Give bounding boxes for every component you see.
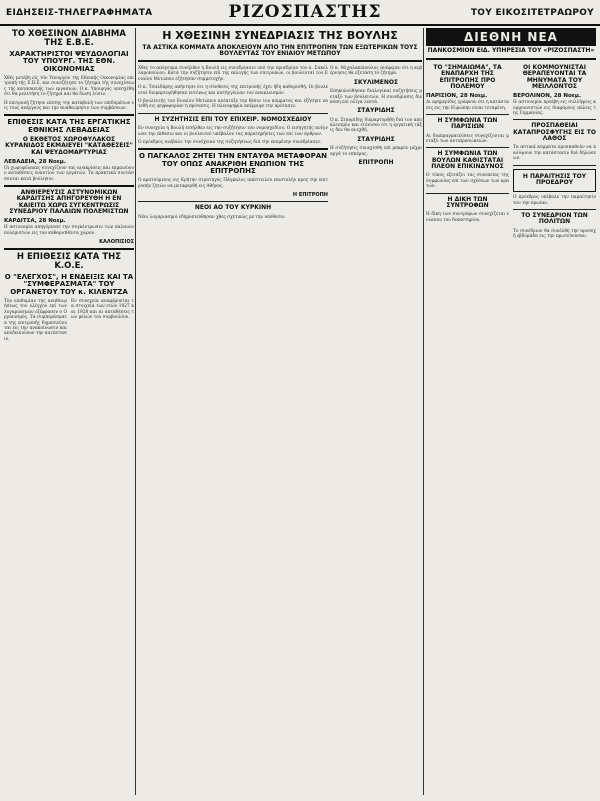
- article-text: Ο πρόεδρος ανέβαλε την συνέχειαν της συζητήσεως διά την επομένην συνεδρίασιν.: [138, 139, 322, 145]
- speaker-heading: ΣΚΥΛΙΜΕΝΟΣ: [353, 78, 399, 86]
- article-text: Ο κ. Τσαλδάρης απήντησε ότι η σύνθεσις της επιτροπής έχει ήδη καθορισθή. Οι βουλευταί διεμαρτυρήθησαν εντόνως και κατήγγειλαν τον αποκλεισμόν.: [138, 85, 328, 96]
- article-text: Ο πρόεδρος υπέβαλε την παραίτησίν του την πρωίαν.: [513, 195, 596, 206]
- subcolumn: [4, 299, 67, 345]
- subheadline: Ο ΕΚΘΕΤΟΣ ΧΩΡΟΦΥΛΑΚΟΣ ΚΥΡΑΝΙΔΟΣ ΕΚΜΑΙΕΥΕΙ "ΚΑΤΑΘΕΣΕΙΣ" ΚΑΙ ΨΕΥΔΟΜΑΡΤΥΡΙΑΣ: [5, 136, 133, 156]
- headline: Η ΕΠΙΘΕΣΙΣ ΚΑΤΑ ΤΗΣ Κ.Ο.Ε.: [16, 252, 122, 272]
- speaker-heading: ΣΤΑΥΡΙΔΗΣ: [357, 107, 395, 115]
- divider: [513, 165, 596, 166]
- headline: ΤΟ ΧΘΕΣΙΝΟΝ ΔΙΑΒΗΜΑ ΤΗΣ Ε.Β.Ε.: [12, 29, 126, 48]
- divider: [426, 114, 509, 115]
- speaker-heading: ΣΤΑΥΡΙΔΗΣ: [357, 135, 395, 143]
- subcolumn: [426, 63, 509, 242]
- section-label-right: ΤΟΥ ΕΙΚΟΣΙΤΕΤΡΑΩΡΟΥ: [470, 8, 594, 18]
- masthead: [0, 0, 600, 26]
- international-news-banner: ΔΙΕΘΝΗ ΝΕΑ: [426, 28, 596, 46]
- divider: [4, 248, 134, 250]
- section-label-left: ΕΙΔΗΣΕΙΣ-ΤΗΛΕΓΡΑΦΗΜΑΤΑ: [6, 8, 153, 18]
- headline: ΕΠΙΘΕΣΙΣ ΚΑΤΑ ΤΗΣ ΕΡΓΑΤΙΚΗΣ ΕΘΝΙΚΗΣ ΛΕΒΑΔΕΙΑΣ: [7, 118, 131, 134]
- subcolumns: [426, 63, 596, 242]
- headline: Ο ΠΑΓΚΑΛΟΣ ΖΗΤΕΙ ΤΗΝ ΕΝΤΑΥΘΑ ΜΕΤΑΦΟΡΑΝ ΤΟΥ ΟΠΩΣ ΑΝΑΚΡΙΘΗ ΕΝΩΠΙΟΝ ΤΗΣ ΕΠΙΤΡΟΠΗΣ: [139, 152, 327, 176]
- divider: [4, 185, 134, 187]
- column-3: [330, 28, 422, 795]
- signature: Η ΕΠΙΤΡΟΠΗ: [292, 192, 328, 199]
- headline: ΤΟ ΣΥΝΕΔΡΙΟΝ ΤΩΝ ΠΟΛΙΤΩΝ: [521, 211, 588, 226]
- article-text: Τα αστικά κόμματα προσπαθούν να καλύψουν την κατάστασιν διά δηλώσεων.: [513, 145, 596, 162]
- headline: ΟΙ ΚΟΜΜΟΥΝΙΣΤΑΙ ΘΕΡΑΠΕΥΟΝΤΑΙ ΤΑ ΜΗΝΥΜΑΤΑ ΤΟΥ ΜΕΙΛΛΟΝΤΟΣ: [522, 64, 587, 90]
- signature: ΚΑΛΟΠΙΣΙΟΣ: [99, 239, 134, 246]
- article-text: Αι διαπραγματεύσεις συνεχίζονται μεταξύ των αντιπροσωπειών.: [426, 133, 509, 144]
- dateline: ΛΕΒΑΔΕΙΑ, 28 Νοεμ.: [4, 158, 66, 165]
- divider: [4, 114, 134, 116]
- article-text: Ο βουλευτής του Ενιαίου Μετώπου ανέπτυξε την θέσιν του κόμματος και εζήτησε να τεθή εις ψηφοφορίαν η πρότασις. Η πλειοψηφία απέρριψε την πρότασιν.: [138, 99, 328, 110]
- headline: Η ΣΥΜΦΩΝΙΑ ΤΩΝ ΒΟΥΛΩΝ ΚΑΘΙΣΤΑΤΑΙ ΠΛΕΟΝ ΕΠΙΚΙΝΔΥΝΟΣ: [431, 150, 504, 170]
- column-divider: [423, 28, 424, 795]
- article-text: Επηκολούθησαν διαλογικαί συζητήσεις μεταξύ των βουλευτών. Η συνεδρίασις διεκόπη επί ολίγα λεπτά.: [330, 89, 422, 105]
- divider: [138, 113, 328, 114]
- headline: Η ΔΙΚΗ ΤΩΝ ΣΥΝΤΡΟΦΩΝ: [446, 195, 489, 209]
- headline: ΤΟ "ΣΗΜΑΙΩΜΑ", ΤΑ ΕΝΑΠΑΡΧΗ ΤΗΣ ΕΠΙΤΡΟΠΗΣ ΠΡΟ ΠΟΛΕΜΟΥ: [433, 64, 502, 90]
- dateline: ΠΑΡΙΣΙΟΝ, 28 Νοεμ.: [426, 93, 488, 100]
- column-1: [4, 28, 134, 795]
- article-text: Χθες το απόγευμα συνήλθεν η Βουλή εις συνεδρίασιν υπό την προεδρίαν του κ. Σακελλαροπούλου. Κατά την συζήτησιν επί της εκλογής των επιτροπών, οι βουλευταί του Ενιαίου Μετώπου εζήτησαν συμμετοχήν.: [138, 66, 328, 82]
- divider: [138, 201, 328, 202]
- article-text: Η δίκη των συντρόφων συνεχίζεται ενώπιον του δικαστηρίου.: [426, 212, 509, 223]
- divider: [426, 193, 509, 194]
- column-2: [138, 28, 328, 795]
- main-headline: Η ΧΘΕΣΙΝΗ ΣΥΝΕΔΡΙΑΣΙΣ ΤΗΣ ΒΟΥΛΗΣ: [162, 29, 398, 42]
- speaker-heading: ΕΠΙΤΡΟΠΗ: [358, 158, 394, 166]
- subcolumns: [4, 299, 134, 345]
- article-text: Εν συνεχεία αναφέρονται τα στοιχεία των ετών 1927 και 1928 και αι καταθέσεις των μελών του συμβουλίου.: [71, 298, 134, 321]
- boxed-headline: [513, 169, 596, 193]
- divider: [513, 209, 596, 210]
- article-text: Αι εφημερίδες γράφουν ότι η κατάστασις εις την Ευρώπην είναι τεταμένη.: [426, 100, 509, 111]
- article-text: Την επιθυμίαν της αναθεωρήσεως του ελέγχου επί των λογαριασμών εξέφρασεν ο Οργανισμός. Τα συμπεράσματα της επιτροπής δημοσιεύονται εις την ανακοίνωσιν και αποδεικνύουν την κατάστασιν.: [4, 298, 67, 342]
- headline: ΠΡΟΣΠΑΘΕΙΑΙ ΚΑΤΑΠΡΟΣΦΥΓΗΣ ΕΙΣ ΤΟ ΛΑΘΟΣ: [513, 122, 596, 142]
- headline: Η ΣΥΜΦΩΝΙΑ ΤΩΝ ΠΑΡΙΣΙΩΝ: [437, 117, 498, 131]
- article-text: Οι χωροφύλακες συνεχίζουν τας ανακρίσεις και εκμαιεύουν καταθέσεις εναντίον των εργατών. Τα πρακτικά συντάσσονται κατά βούλησιν.: [4, 165, 134, 182]
- article-text: Ο κ. Μιχαλακόπουλος ανέφερεν ότι η κυβέρνησις θα εξετάση το ζήτημα.: [330, 66, 422, 77]
- article-text: Η συζήτησις συνεχίσθη επί μακρόν μέχρι αργά το εσπέρας.: [330, 146, 422, 157]
- article-text: Ο τύπος εξετάζει τας συνεπείας της συμφωνίας επί των σχέσεων των κρατών.: [426, 173, 509, 190]
- article-text: Ο κρατούμενος εις Κρήτην στρατηγός Πάγκαλος απέστειλεν επιστολήν προς την επιτροπήν ζητών να μεταφερθή εις Αθήνας.: [138, 178, 328, 189]
- article-text: Ο κ. Σταυρίδης διεμαρτυρήθη διά τον αποκλεισμόν και ετόνισεν ότι η εργατική τάξις δεν θα ανεχθή.: [330, 117, 422, 134]
- subheadline: ΧΑΡΑΚΤΗΡΙΣΤΟΙ ΨΕΥΔΟΛΟΓΙΑΙ ΤΟΥ ΥΠΟΥΡΓ. ΤΗΣ ΕΘΝ. ΟΙΚΟΝΟΜΙΑΣ: [9, 49, 129, 73]
- article-text: Χθές μετέβη είς τόν Υπουργόν τής Εθνικής Οικονομίας επιτροπή τής Ε.Β.Ε. και συνεζήτησε το ζήτημα τής συνεχίσεως τής κατασκευής των εργασιών. Ο κ. Υπουργός υπεσχέθη ότι θα μελετήση το ζήτημα και θα δώση λύσιν.: [4, 75, 134, 98]
- divider: [513, 119, 596, 120]
- article-text: Η αστυνομία προέβη εις συλλήψεις κομμουνιστών εις διαφόρους πόλεις της Γερμανίας.: [513, 100, 596, 116]
- divider: [426, 58, 596, 60]
- article-text: Το συνέδριον θα συνέλθη την προσεχή εβδομάδα εις την πρωτεύουσαν.: [513, 228, 596, 239]
- subcolumn: [513, 63, 596, 242]
- article-text: Νέοι λογαριασμοί εδημοσιεύθησαν χθες σχετικώς με την υπόθεσιν.: [138, 214, 286, 220]
- column-divider: [135, 28, 136, 795]
- section-heading: Η ΣΥΖΗΤΗΣΙΣ ΕΠΙ ΤΟΥ ΕΠΙΧΕΙΡ. ΝΟΜΟΣΧΕΔΙΟΥ: [154, 115, 312, 123]
- divider: [426, 147, 509, 148]
- subcolumn: [71, 299, 134, 345]
- subheadline: Ο "ΕΛΕΓΧΟΣ", Η ΕΝΔΕΙΞΙΣ ΚΑΙ ΤΑ "ΣΥΜΦΕΡΑΣΜΑΤΑ" ΤΟΥ ΟΡΓΑΝΕΤΟΥ ΤΟΥ κ. ΚΙΛΕΝΤΖΑ: [4, 272, 134, 296]
- newspaper-title: ΡΙΖΟΣΠΑΣΤΗΣ: [228, 2, 382, 22]
- divider: [138, 148, 328, 150]
- dateline: ΒΕΡΟΛΙΝΟΝ, 28 Νοεμ.: [513, 93, 581, 100]
- dateline: ΚΑΡΔΙΤΣΑ, 28 Νοεμ.: [4, 218, 66, 225]
- headline: ΝΕΟΙ ΑΟ ΤΟΥ ΚΥΡΚΙΝΗ: [194, 204, 272, 212]
- international-news-subtitle: ΠΑΝΚΟΣΜΙΟΝ ΕΙΔ. ΥΠΗΡΕΣΙΑ ΤΟΥ «ΡΙΖΟΣΠΑΣΤΗ»: [427, 47, 595, 54]
- article-text: Η αστυνομία απηγόρευσε την συγκέντρωσιν των παλαιών πολεμιστών εις τον καθορισθέντα χώρον.: [4, 225, 134, 236]
- article-text: Η επιτροπή ζήτησε επίσης την καταβολή των επιδομάτων εις τους ανέργους και την αναθεώρησιν των συμβάσεων.: [4, 100, 134, 111]
- article-text: Εν συνεχεία η Βουλή εισήλθεν εις την συζήτησιν του νομοσχεδίου. Ο εισηγητής ανέγνωσε την έκθεσιν και οι βουλευταί υπέβαλον τας παρατηρήσεις των επί των άρθρων.: [138, 126, 328, 137]
- headline: Η ΠΑΡΑΙΤΗΣΙΣ ΤΟΥ ΠΡΟΕΔΡΟΥ: [522, 172, 587, 186]
- headline: ΑΝΘΙΕΡΕΥΣΙΣ ΑΣΤΥΝΟΜΙΚΩΝ ΚΑΡΔΙΤΣΗΣ ΑΠΗΓΟΡΕΥΘΗ Η ΕΝ ΚΑΙΕΙΤΩ ΧΩΡΩ ΣΥΓΚΕΝΤΡΩΣΙΣ ΣΥΝΕΔΡΙΟΥ ΠΑΛΑΙΩΝ ΠΟΛΕΜΙΣΤΩΝ: [9, 189, 129, 215]
- column-4: [426, 28, 596, 795]
- main-subheadline: ΤΑ ΑΣΤΙΚΑ ΚΟΜΜΑΤΑ ΑΠΟΚΛΕΙΟΥΝ ΑΠΟ ΤΗΝ ΕΠΙΤΡΟΠΗΝ ΤΩΝ ΕΞΩΤΕΡΙΚΩΝ ΤΟΥΣ ΒΟΥΛΕΥΤΑΣ ΤΟΥ ΕΝΙΑΙΟΥ ΜΕΤΩΠΟΥ: [142, 43, 418, 57]
